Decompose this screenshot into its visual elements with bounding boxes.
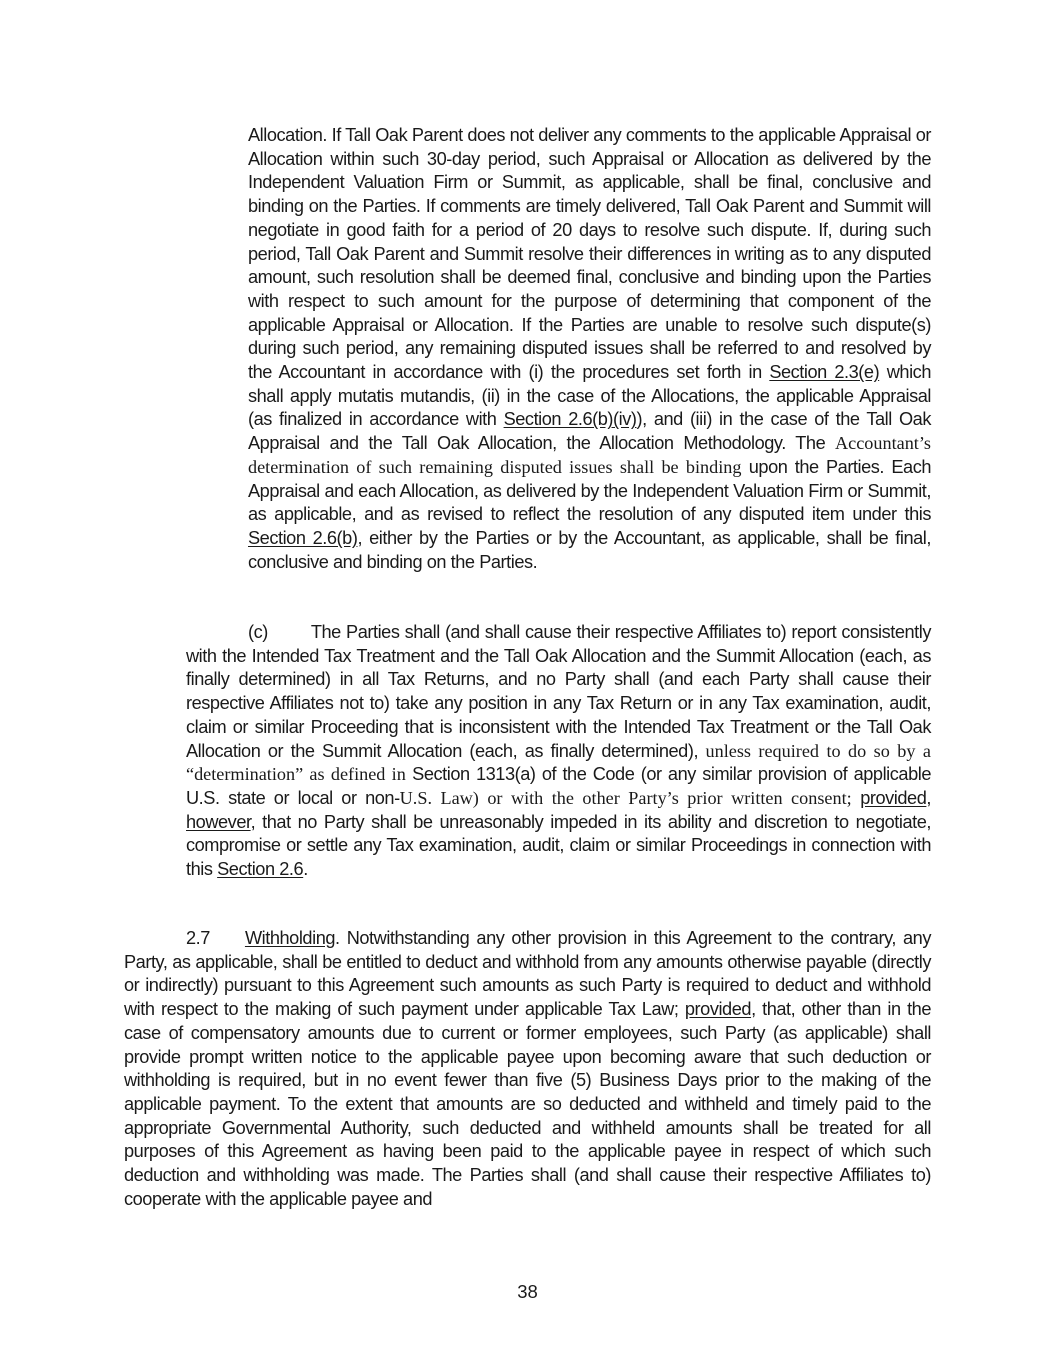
section-ref-2-6-b-iv: Section 2.6(b)(iv): [503, 409, 637, 430]
paragraph-c: (c) The Parties shall (and shall cause their respective Affiliates to) report consistently with the Intended Tax Treatment and the Tall Oak Allocation and the Summit Allocation (each, as finally determined) in all Tax Returns, and no Party shall (and each Party shall cause their respective Affiliates not to) take any position in any Tax Return or in any Tax examination, audit, claim or similar Proceeding that is inconsistent with the Intended Tax Treatment or the Tall Oak Allocation or the Summit Allocation (each, as finally determined), unless required to do so by a “determination” as defined in Section 1313(a) of the Code (or any similar provision of applicable U.S. state or local or non-U.S. Law) or with the other Party’s prior written consent; provided, however, that no Party shall be unreasonably impeded in its ability and discretion to negotiate, compromise or settle any Tax examination, audit, claim or similar Proceedings in connection with this Section 2.6.: [186, 622, 931, 880]
section-heading: Withholding: [244, 928, 336, 948]
para-b-text-4: Accountant’s determination of such remaining disputed issues shall be binding: [248, 433, 931, 477]
provided-term-2: provided: [684, 999, 752, 1020]
however-term: however: [186, 811, 251, 832]
para-27-text-1: . Notwithstanding any other provision in this Agreement to the contrary, any Party, as applicable, shall be entitled to deduct and withhold from any amounts otherwise payable (directly or indirectly) pursuant to this Agreement such amounts as such Party is required to deduct and withhold with respect to the making of such payment under applicable Tax Law;: [124, 928, 931, 1020]
para-c-text-2: unless required to do so by a “determination” as defined in: [186, 740, 931, 785]
para-b-text-2: which shall apply mutatis mutandis, (ii) in the case of the Allocations, the applicable Appraisal (as finalized in accordance with: [248, 362, 931, 430]
para-c-text-6: .: [303, 859, 308, 880]
para-b-text-5: upon the Parties. Each Appraisal and each Allocation, as delivered by the Independent Valuation Firm or Summit, as applicable, and as revised to reflect the resolution of any disputed item under this: [248, 456, 931, 525]
para-c-text-3: Section 1313(a) of the Code (or any similar provision of applicable U.S. state or local or non-: [186, 764, 931, 808]
section-ref-2-6: Section 2.6: [217, 859, 304, 880]
page-number: 38: [517, 1281, 538, 1302]
section-number: 2.7: [186, 928, 210, 948]
para-c-text-1: The Parties shall (and shall cause their respective Affiliates to) report consistently with the Intended Tax Treatment and the Tall Oak Allocation and the Summit Allocation (each, as finally determined) in all Tax Returns, and no Party shall (and each Party shall cause their respective Affiliates not to) take any position in any Tax Return or in any Tax examination, audit, claim or similar Proceeding that is inconsistent with the Intended Tax Treatment or the Tall Oak Allocation or the Summit Allocation (each, as finally determined),: [186, 622, 931, 761]
section-ref-2-3-e: Section 2.3(e): [769, 362, 880, 383]
provided-term: provided: [860, 787, 927, 808]
para-c-text-4: U.S. Law) or with the other Party’s prior written consent;: [399, 787, 852, 808]
section-2-7-withholding: [124, 927, 931, 1211]
para-b-text-6: , either by the Parties or by the Accountant, as applicable, shall be final, conclusive and binding on the Parties.: [248, 527, 931, 572]
para-b-text-1: Allocation. If Tall Oak Parent does not deliver any comments to the applicable Appraisal or Allocation within such 30-day period, such Appraisal or Allocation as delivered by the Independent Valuation Firm or Summit, as applicable, shall be final, conclusive and binding on the Parties. If comments are timely delivered, Tall Oak Parent and Summit will negotiate in good faith for a period of 20 days to resolve such dispute. If, during such period, Tall Oak Parent and Summit resolve their differences in writing as to any disputed amount, such resolution shall be deemed final, conclusive and binding upon the Parties with respect to such amount for the purpose of determining that component of the applicable Appraisal or Allocation. If the Parties are unable to resolve such dispute(s) during such period, any remaining disputed issues shall be referred to and resolved by the Accountant in accordance with (i) the procedures set forth in: [248, 125, 931, 383]
para-c-label: (c): [248, 622, 268, 642]
para-b-text-3: ), and (iii) in the case of the Tall Oak Appraisal and the Tall Oak Allocation, the Allocation Methodology. The: [248, 409, 931, 454]
para-c-text-5: , that no Party shall be unreasonably impeded in its ability and discretion to negotiate, compromise or settle any Tax examination, audit, claim or similar Proceedings in connection with this: [186, 811, 931, 880]
section-ref-2-6-b: Section 2.6(b): [248, 527, 358, 548]
para-27-text-2: , that, other than in the case of compensatory amounts due to current or former employees, such Party (as applicable) shall provide prompt written notice to the applicable payee upon becoming aware that such deduction or withholding is required, but in no event fewer than five (5) Business Days prior to the making of the applicable payment. To the extent that amounts are so deducted and withheld and timely paid to the appropriate Governmental Authority, such deducted and withheld amounts shall be treated for all purposes of this Agreement as having been paid to the applicable payee in respect of which such deduction and withholding was made. The Parties shall (and shall cause their respective Affiliates to) cooperate with the applicable payee and: [124, 999, 932, 1209]
paragraph-b-continuation: [248, 124, 931, 574]
